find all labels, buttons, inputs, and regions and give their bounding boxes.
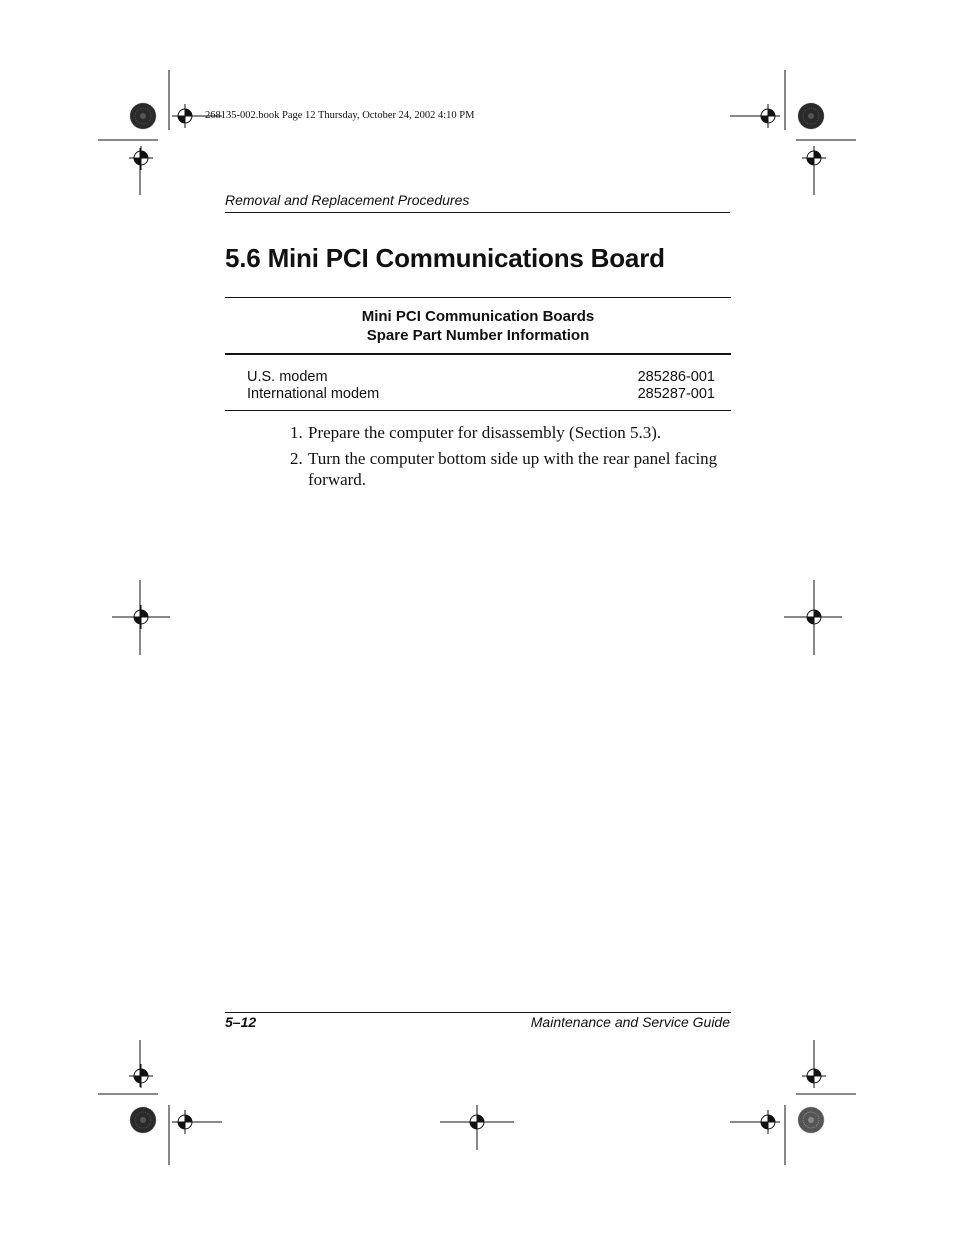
part-description: U.S. modem <box>247 369 328 385</box>
table-header <box>225 298 731 353</box>
header-rule <box>225 212 730 213</box>
step-text: Turn the computer bottom side up with the rear panel facing forward. <box>308 449 718 489</box>
table-bottom-rule <box>225 410 731 411</box>
footer-rule <box>225 1012 731 1013</box>
section-title: 5.6 Mini PCI Communications Board <box>225 243 665 273</box>
step-number: 1. <box>290 423 303 442</box>
print-slug: 268135-002.book Page 12 Thursday, October 24, 2002 4:10 PM <box>205 110 475 121</box>
step-text: Prepare the computer for disassembly (Section 5.3). <box>308 423 662 442</box>
table-row <box>247 369 715 386</box>
spare-part-table <box>225 297 731 411</box>
running-header: Removal and Replacement Procedures <box>225 192 470 208</box>
procedure-steps <box>290 422 735 495</box>
guide-title: Maintenance and Service Guide <box>530 1014 730 1030</box>
table-header-line-2: Spare Part Number Information <box>366 327 590 344</box>
part-number: 285287-001 <box>637 386 715 402</box>
part-number: 285286-001 <box>637 369 715 385</box>
page-number: 5–12 <box>225 1014 257 1030</box>
step-item <box>290 448 735 490</box>
table-row <box>247 386 715 403</box>
step-number: 2. <box>290 449 303 468</box>
table-header-line-1: Mini PCI Communication Boards <box>361 308 595 325</box>
part-description: International modem <box>247 386 380 402</box>
step-item <box>290 422 735 443</box>
table-body <box>225 355 731 410</box>
